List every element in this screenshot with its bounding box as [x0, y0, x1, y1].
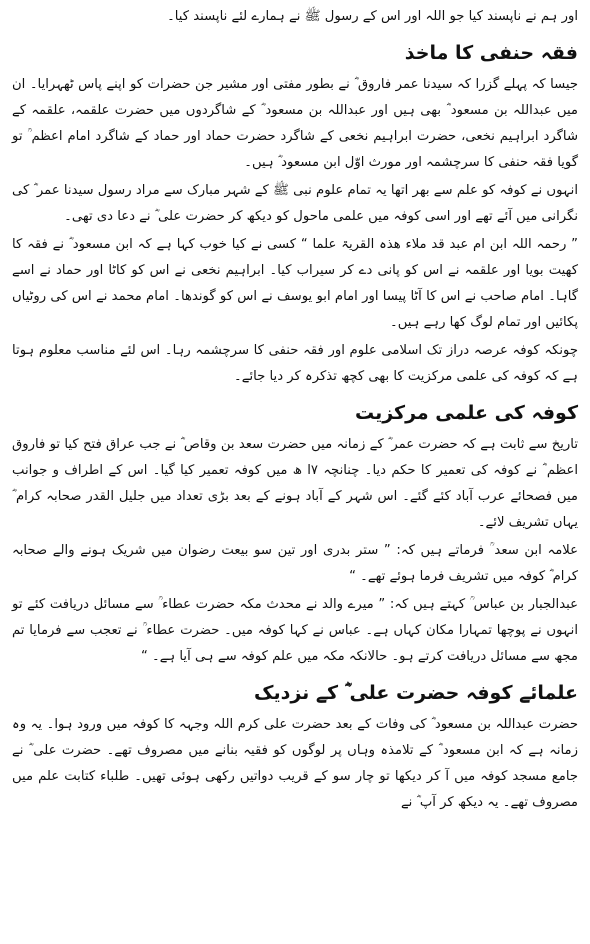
- paragraph-fiqh-field-metaphor: ” رحمہ اللہ ابن ام عبد قد ملاء ھذہ القریۃ علما “ کسی نے کیا خوب کہا ہے کہ ابن مسعود ؓ نے فقہ کا کھیت بویا اور علقمہ نے اس کو پانی دے کر سیراب کیا۔ ابراہیم نخعی نے اس کو کاٹا اور حماد نے اسے گاہا۔ امام صاحب نے اس کا آٹا پیسا اور امام ابو یوسف نے اس کو گوندھا۔ امام محمد نے اس کی روٹیاں پکائیں اور تمام لوگ کھا رہے ہیں۔: [12, 237, 578, 330]
- paragraph-kufa-founding-history: تاریخ سے ثابت ہے کہ حضرت عمر ؓ کے زمانہ میں حضرت سعد بن وقاص ؓ نے جب عراق فتح کیا تو فاروق اعظم ؓ نے کوفہ کی تعمیر کا حکم دیا۔ چنانچہ ۷ا ھ میں کوفہ تعمیر کیا گیا۔ اس کے اطراف و جوانب میں فصحائے عرب آباد کئے گئے۔ اس شہر کے آباد ہونے کے بعد بڑی تعداد میں جلیل القدر صحابہ کرام ؓ یہاں تشریف لائے۔: [12, 437, 578, 530]
- paragraph-ali-arrival-kufa: حضرت عبداللہ بن مسعود ؓ کی وفات کے بعد حضرت علی کرم اللہ وجہہ کا کوفہ میں ورود ہوا۔ یہ وہ زمانہ ہے کہ ابن مسعود ؓ کے تلامذہ وہاں پر لوگوں کو فقیہ بنانے میں مصروف تھے۔ حضرت علی ؓ نے جامع مسجد کوفہ میں آ کر دیکھا تو چار سو کے قریب دواتیں رکھی ہوئی تھیں۔ طلباء کتابت علم میں مصروف تھے۔ یہ دیکھ کر آپ ؓ نے: [12, 717, 578, 810]
- paragraph-abduljabbar-quote: عبدالجبار بن عباس ؒ کہتے ہیں کہ: ” میرے والد نے محدث مکہ حضرت عطاء ؒ سے مسائل دریافت کئے تو انہوں نے پوچھا تمہارا مکان کہاں ہے۔ عباس نے کہا کوفہ میں۔ حضرت عطاء ؒ نے تعجب سے فرمایا تم مجھ سے مسائل دریافت کرتے ہو۔ حالانکہ مکہ میں علم کوفہ سے ہی آیا ہے۔ “: [12, 597, 578, 664]
- heading-kufa-scholarly-centrality: کوفہ کی علمی مرکزیت: [354, 402, 578, 424]
- heading-kufa-scholars-per-ali: علمائے کوفہ حضرت علی ؓ کے نزدیک: [254, 682, 578, 704]
- paragraph-kufa-centrality-intro: چونکہ کوفہ عرصہ دراز تک اسلامی علوم اور فقہ حنفی کا سرچشمہ رہا۔ اس لئے مناسب معلوم ہوتا ہے کہ کوفہ کی علمی مرکزیت کا بھی کچھ تذکرہ کر دیا جائے۔: [12, 343, 578, 384]
- paragraph-ibn-saad-quote: علامہ ابن سعد ؒ فرماتے ہیں کہ: ” ستر بدری اور تین سو بیعت رضوان میں شریک ہونے والے صحابہ کرام ؓ کوفہ میں تشریف فرما ہوئے تھے۔ “: [12, 543, 578, 584]
- paragraph-kufa-filled-with-knowledge: انہوں نے کوفہ کو علم سے بھر اتھا یہ تمام علوم نبی ﷺ کے شہر مبارک سے مراد رسول سیدنا عمر ؓ کی نگرانی میں آئے تھے اور اسی کوفہ میں علمی ماحول کو دیکھ کر حضرت علی ؓ نے دعا دی تھی۔: [12, 183, 578, 224]
- paragraph-ibn-masood-lineage: جیسا کہ پہلے گزرا کہ سیدنا عمر فاروق ؓ نے بطور مفتی اور مشیر جن حضرات کو اپنے پاس ٹھہرایا۔ ان میں عبداللہ بن مسعود ؓ بھی ہیں اور عبداللہ بن مسعود ؓ کے شاگردوں میں حضرت علقمہ، علقمہ کے شاگرد ابراہیم نخعی، حضرت ابراہیم نخعی کے شاگرد حضرت حماد اور حماد کے شاگرد امام اعظم ؒ تو گویا فقہ حنفی کا سرچشمہ اور مورث اوّل ابن مسعود ؓ ہیں۔: [12, 77, 578, 170]
- heading-fiqh-hanafi-source: فقہ حنفی کا ماخذ: [404, 42, 578, 64]
- intro-line: اور ہم نے ناپسند کیا جو اللہ اور اس کے رسول ﷺ نے ہمارے لئے ناپسند کیا۔: [167, 9, 578, 24]
